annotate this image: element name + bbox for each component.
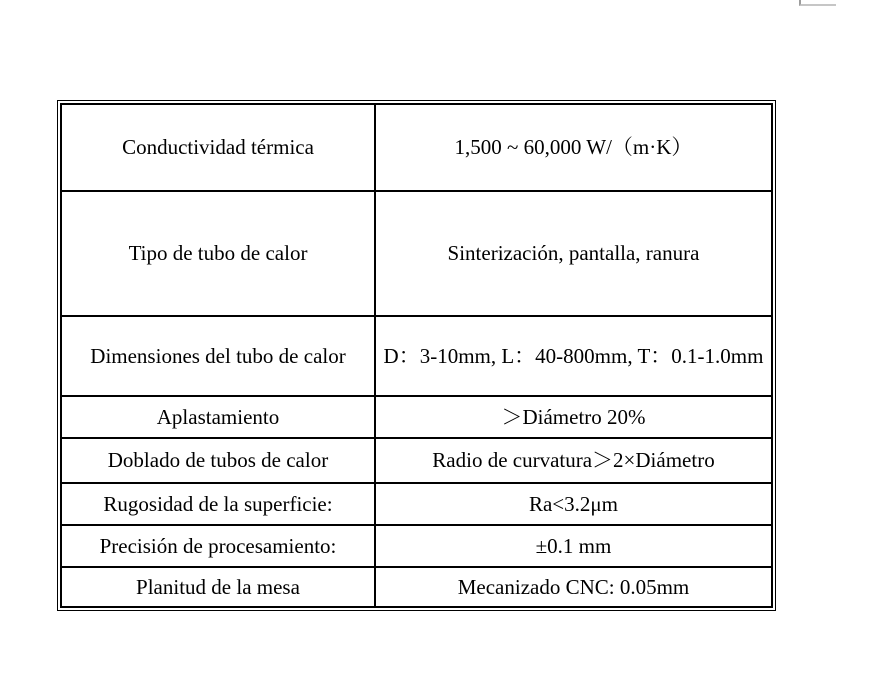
spec-label: Dimensiones del tubo de calor: [61, 316, 375, 396]
table-row: [61, 191, 772, 316]
table-row: [61, 567, 772, 607]
spec-label: Aplastamiento: [61, 396, 375, 438]
spec-table: [60, 103, 773, 608]
spec-value: Mecanizado CNC: 0.05mm: [375, 567, 772, 607]
table-row: [61, 525, 772, 567]
spec-value: Radio de curvatura＞2×Diámetro: [375, 438, 772, 483]
spec-label: Doblado de tubos de calor: [61, 438, 375, 483]
table-row: [61, 483, 772, 525]
spec-value: ±0.1 mm: [375, 525, 772, 567]
table-row: [61, 316, 772, 396]
spec-label: Precisión de procesamiento:: [61, 525, 375, 567]
table-row: [61, 438, 772, 483]
spec-value: ＞Diámetro 20%: [375, 396, 772, 438]
spec-value: D：3-10mm, L：40-800mm, T：0.1-1.0mm: [375, 316, 772, 396]
spec-label: Tipo de tubo de calor: [61, 191, 375, 316]
spec-label: Planitud de la mesa: [61, 567, 375, 607]
table-row: [61, 104, 772, 191]
spec-value: Sinterización, pantalla, ranura: [375, 191, 772, 316]
spec-label: Rugosidad de la superficie:: [61, 483, 375, 525]
spec-table-wrapper: [57, 100, 776, 611]
cropped-box-corner-fragment: [799, 0, 836, 6]
spec-value: Ra<3.2μm: [375, 483, 772, 525]
spec-label: Conductividad térmica: [61, 104, 375, 191]
spec-value: 1,500 ~ 60,000 W/（m·K）: [375, 104, 772, 191]
table-row: [61, 396, 772, 438]
